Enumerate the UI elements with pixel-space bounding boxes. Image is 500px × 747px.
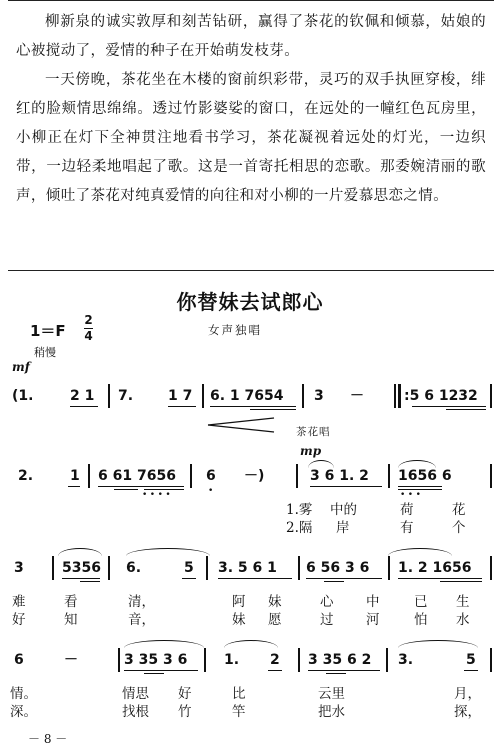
key-signature: 1＝F [30,322,66,340]
note-group: 5 [184,560,194,576]
note-group: 5 [466,652,476,668]
note-group: 6 [206,468,216,484]
lyric: 岸 [336,520,350,536]
lyric: 竿 [232,704,246,720]
lyric: 知 [64,612,78,628]
lyric: 音， [128,612,155,628]
lyric: 2.隔 [286,520,313,536]
crescendo-hairpin [206,416,276,434]
lyric: 1.雾 [286,502,313,518]
note-group: 3 [314,388,324,404]
lyric: 深。 [10,704,37,720]
lyric: 好 [12,612,26,628]
bar-line [204,648,206,672]
prose-paragraph-2: 一天傍晚，茶花坐在木楼的窗前织彩带，灵巧的双手执匣穿梭，绯红的脸颊情思绵绵。透过竹影婆娑的窗口，在远处的一幢红色瓦房里，小柳正在灯下全神贯注地看书学习，茶花凝视着远处的灯光，一边织带，一边轻柔地唱起了歌。这是一首寄托相思的恋歌。那委婉清丽的歌声，倾吐了茶花对纯真爱情的向往和对小柳的一片爱慕思恋之情。 [16,72,486,204]
note-group: 6. 1 7654 [210,388,284,404]
note-group: － [64,652,78,668]
lyric: 荷 [400,502,414,518]
note-group: 6 61 7656 [98,468,176,484]
lyric: 云里 [318,686,345,702]
time-sig-bottom: 4 [84,329,93,343]
note-group: 6. [126,560,142,576]
note-group: 3. [398,652,414,668]
lyric: 有 [400,520,414,536]
note-group: －) [244,468,265,484]
voice-label: 女声独唱 [208,323,262,337]
note-group: 3 35 6 2 [308,652,372,668]
note-group: － [350,388,364,404]
songbook-page: 柳新泉的诚实敦厚和刻苦钻研，赢得了茶花的钦佩和倾慕，姑娘的心被搅动了，爱情的种子在开始萌发枝芽。 一天傍晚，茶花坐在木楼的窗前织彩带，灵巧的双手执匣穿梭，绯红的脸颊情思绵绵。透过竹影婆娑的窗口，在远处的一幢红色瓦房里，小柳正在灯下全神贯注地看书学习，茶花凝视着远处的灯光，一边织带，一边轻柔地唱起了歌。这是一首寄托相思的恋歌。那委婉清丽的歌声，倾吐了茶花对纯真爱情的向往和对小柳的一片爱慕思恋之情。 你替妹去试郎心 1＝F 2 4 女声独唱 稍慢 mf (1. 2 1 7. 1 7 6. 1 7654 3 － :5 6 1232 茶花唱 mp 2. 1 6 61 7656 •••• 6 • －) 3 6 1. 2 1656 6 ••• 1.雾 中的 荷 花 2.隔 岸 有 个 3 5356 6. 5 3. 5 6 1 6 56 3 6 1. 2 1656 难 看 清， 阿 妹 心 中 已 生 好 知 音， 妹 愿 过 河 怕 水 6 － 3 35 3 6 1. 2 3 35 6 2 3. 5 情。 情思 好 比 云里 月， 深。 找根 竹 竿 把水 探， － 8 － [0,0,500,741]
page-number: － 8 － [28,732,68,746]
bar-line [298,556,300,580]
bar-line [386,648,388,672]
time-sig-top: 2 [84,313,93,327]
lyric: 中的 [330,502,357,518]
lyric: 找根 [122,704,149,720]
lyric: 过 [320,612,334,628]
repeat-bar [398,384,401,408]
tempo-marking: 稍慢 [34,346,56,359]
lyric: 月， [454,686,481,702]
note-group: 5356 [62,560,101,576]
lyric: 比 [232,686,246,702]
note-group: 1. [224,652,240,668]
bar-line [298,648,300,672]
lyric: 妹 [232,612,246,628]
singer-label: 茶花唱 [296,426,331,438]
bar-line [118,648,120,672]
lyric: 已 [414,594,428,610]
lyric: 水 [456,612,470,628]
lyric: 妹 [268,594,282,610]
lyric: 阿 [232,594,246,610]
note-group: 7. [118,388,134,404]
note-group: 3. 5 6 1 [218,560,277,576]
lyric: 情思 [122,686,149,702]
time-signature [84,314,93,343]
section-divider [8,270,494,271]
note-group: 3 [14,560,24,576]
lyric: 心 [320,594,334,610]
note-group: 1. 2 1656 [398,560,472,576]
lyric: 探， [454,704,481,720]
bar-line [388,556,390,580]
note-group: 3 6 1. 2 [310,468,369,484]
bar-line [302,384,304,408]
prose-paragraph-1: 柳新泉的诚实敦厚和刻苦钻研，赢得了茶花的钦佩和倾慕，姑娘的心被搅动了，爱情的种子在开始萌发枝芽。 [16,14,486,59]
note-group: 1656 6 [398,468,452,484]
prose-block [16,8,486,211]
note-group: 3 35 3 6 [124,652,188,668]
note-group: 2. [18,468,34,484]
note-group: 6 [14,652,24,668]
bar-line [108,384,110,408]
bar-line [388,464,390,488]
bar-line [490,464,492,488]
top-border [8,0,494,1]
note-group: (1. [12,388,34,404]
lyric: 愿 [268,612,282,628]
note-group: 2 1 [70,388,95,404]
bar-line [490,556,492,580]
lyric: 怕 [414,612,428,628]
lyric: 看 [64,594,78,610]
lyric: 花 [452,502,466,518]
lyric: 把水 [318,704,345,720]
note-group: :5 6 1232 [404,388,478,404]
bar-line [206,556,208,580]
note-group: 6 56 3 6 [306,560,370,576]
lyric: 中 [366,594,380,610]
dynamic-mf: mf [12,360,30,374]
bar-line [394,384,396,408]
lyric: 河 [366,612,380,628]
bar-line [490,384,492,408]
bar-line [108,556,110,580]
bar-line [190,464,192,488]
bar-line [52,556,54,580]
lyric: 个 [452,520,466,536]
lyric: 难 [12,594,26,610]
lyric: 好 [178,686,192,702]
lyric: 情。 [10,686,37,702]
note-group: 2 [270,652,280,668]
dynamic-mp: mp [300,444,322,458]
bar-line [88,464,90,488]
lyric: 清， [128,594,155,610]
song-title: 你替妹去试郎心 [176,290,324,314]
lyric: 生 [456,594,470,610]
bar-line [202,384,204,408]
bar-line [490,648,492,672]
note-group: 1 7 [168,388,193,404]
lyric: 竹 [178,704,192,720]
note-group: 1 [70,468,80,484]
bar-line [296,464,298,488]
